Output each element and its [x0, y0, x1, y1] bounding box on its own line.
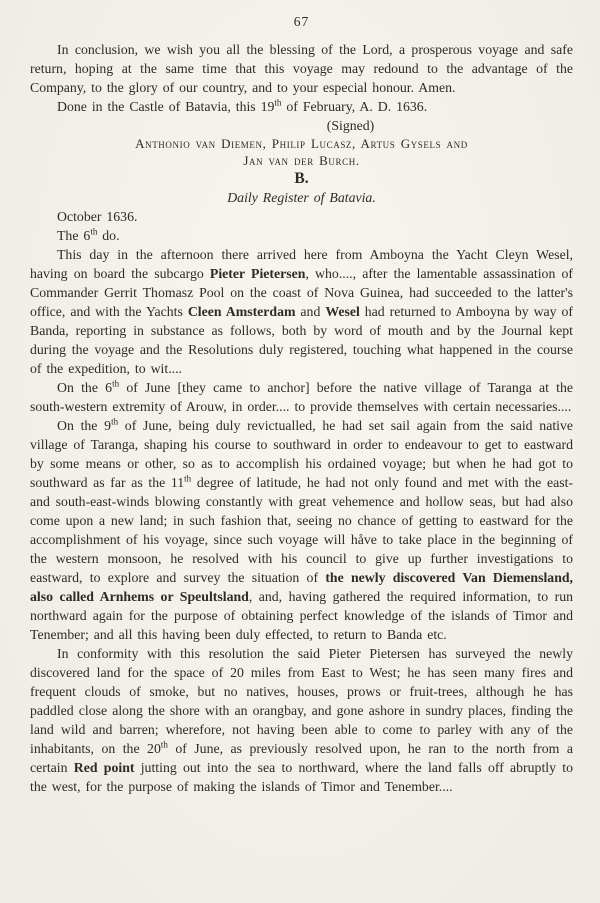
- text-run: , and, having gathered the required information, to run northward again for the purpose of obtaining perfect knowledge of the islands of Timor and Tenember; and all this having been duly effected, to return to Banda etc.: [30, 589, 573, 642]
- ordinal-superscript: th: [160, 739, 168, 750]
- text-run: do.: [97, 228, 120, 243]
- text-run: In conformity with this resolution the said Pieter Pietersen has surveyed the newly discovered land for the space of 20 miles from East to West; he has seen many fires and frequent clouds of smoke, but no natives, houses, prows or fruit-trees, although he has paddled close along the shore with an orangbay, and gone ashore in sundry places, finding the land wild and barren; wherefore, not having been able to come to parley with any of the inhabitants, on the 20: [30, 646, 573, 756]
- text-run: Daily Register of Batavia.: [227, 190, 376, 205]
- date-line-month: [30, 207, 573, 226]
- ordinal-superscript: th: [90, 226, 98, 237]
- text-run: Jan van der Burch.: [243, 153, 360, 168]
- dateline: [30, 97, 573, 116]
- emphasized-text: Red point: [73, 760, 135, 775]
- signature-names-line-2: [30, 152, 573, 169]
- signed-line: [30, 116, 573, 135]
- text-run: and: [295, 304, 326, 319]
- page-number: 67: [293, 14, 310, 29]
- text-run: On the 6: [57, 380, 113, 395]
- section-heading: [30, 169, 573, 188]
- date-line-day: [30, 226, 573, 245]
- text-run: (Signed): [326, 118, 375, 133]
- text-run: , who...., after the lamentable assassination of Commander Gerrit Thomasz Pool on the coast of Nova Guinea, had succeeded to the latter's office, and with the Yachts: [30, 266, 573, 319]
- ordinal-superscript: th: [112, 378, 120, 389]
- text-run: of June, as previously resolved upon, he ran to the north from a certain: [30, 741, 574, 775]
- emphasized-text: Wesel: [325, 304, 360, 319]
- signature-names-line-1: [30, 135, 573, 152]
- paragraph-conclusion: [30, 40, 573, 97]
- text-run: of February, A. D. 1636.: [281, 99, 428, 114]
- ordinal-superscript: th: [274, 97, 282, 108]
- text-run: On the 9: [57, 418, 112, 433]
- text-run: This day in the afternoon there arrived here from Amboyna the Yacht Cleyn Wesel, having on board the subcargo: [30, 247, 573, 281]
- paragraph-survey: [30, 644, 573, 796]
- emphasized-text: B.: [294, 170, 309, 187]
- paragraph-anchor: [30, 378, 573, 416]
- paragraph-voyage: [30, 416, 573, 644]
- text-run: The 6: [57, 228, 91, 243]
- paragraph-arrival: [30, 245, 573, 378]
- text-run: of June, being duly revictualled, he had set sail again from the said native village of Taranga, shaping his course to southward in order to endeavour to get to eastward by some means or other, so as to accomplish his ordained voyage; but when he had got to southward as far as the 11: [30, 418, 574, 490]
- text-run: jutting out into the sea to northward, where the land falls off abruptly to the west, for the purpose of making the islands of Timor and Tenember....: [30, 760, 573, 794]
- text-run: In conclusion, we wish you all the blessing of the Lord, a prosperous voyage and safe return, hoping at the same time that this voyage may redound to the advantage of the Company, to the glory of our country, and to your especial honour. Amen.: [30, 42, 573, 95]
- document-body: [30, 40, 573, 796]
- emphasized-text: Cleen Amsterdam: [187, 304, 296, 319]
- text-run: had returned to Amboyna by way of Banda, reporting in substance as follows, both by word of mouth and by the Journal kept during the voyage and the Resolutions duly registered, touching what happened in the course of the expedition, to wit....: [30, 304, 574, 376]
- text-run: of June [they came to anchor] before the native village of Taranga at the south-western extremity of Arouw, in order.... to provide themselves with certain necessaries....: [30, 380, 574, 414]
- emphasized-text: Pieter Pietersen: [209, 266, 306, 281]
- text-run: Anthonio van Diemen, Philip Lucasz, Artus Gysels and: [135, 136, 468, 151]
- text-run: Done in the Castle of Batavia, this 19: [57, 99, 275, 114]
- section-subheading: [30, 188, 573, 207]
- ordinal-superscript: th: [184, 473, 192, 484]
- ordinal-superscript: th: [111, 416, 119, 427]
- text-run: degree of latitude, he had not only found and met with the east- and south-east-winds blowing constantly with great vehemence and hollow seas, but had also come upon a new land; in such fashion that, seeing no chance of getting to eastward for the accomplishment of his voyage, since such voyage will håve to take place in the beginning of the western monsoon, he resolved with his council to give up further investigations to eastward, to explore and survey the situation of: [30, 475, 573, 585]
- emphasized-text: the newly discovered Van Diemensland, also called Arnhems or Speultsland: [30, 570, 573, 604]
- text-run: October 1636.: [57, 209, 138, 224]
